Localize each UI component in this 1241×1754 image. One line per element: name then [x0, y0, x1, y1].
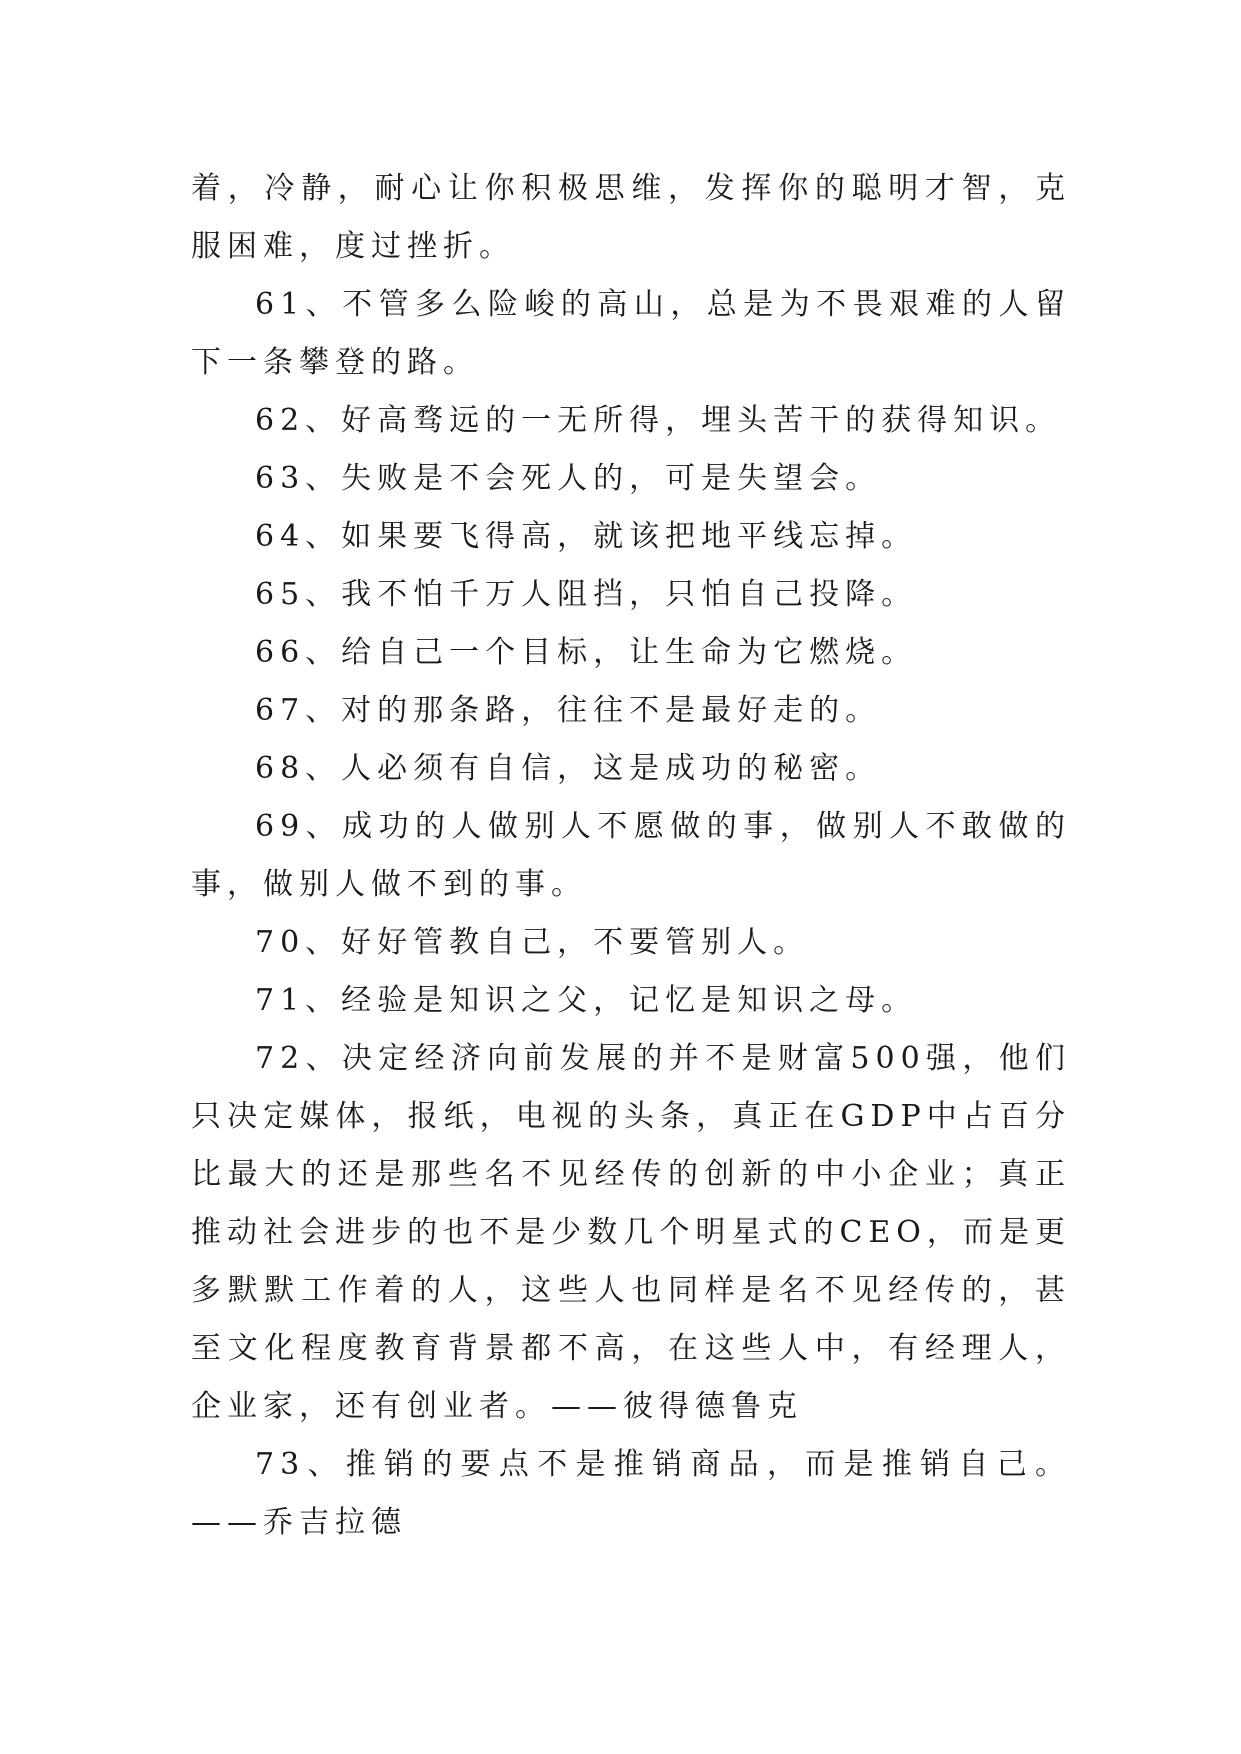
- quote-69: 69、成功的人做别人不愿做的事，做别人不敢做的事，做别人做不到的事。: [191, 809, 1071, 902]
- quote-68: 68、人必须有自信，这是成功的秘密。: [255, 751, 882, 786]
- quote-72: 72、决定经济向前发展的并不是财富500强，他们只决定媒体，报纸，电视的头条，真正在GDP中占百分比最大的还是那些名不见经传的创新的中小企业；真正推动社会进步的也不是少数几个明星式的CEO，而是更多默默工作着的人，这些人也同样是名不见经传的，甚至文化程度教育背景都不高，在这些人中，有经理人，企业家，还有创业者。——彼得德鲁克: [191, 1041, 1071, 1424]
- quote-63: 63、失败是不会死人的，可是失望会。: [255, 461, 882, 496]
- quote-62: 62、好高骛远的一无所得，埋头苦干的获得知识。: [255, 403, 1062, 438]
- quote-61: 61、不管多么险峻的高山，总是为不畏艰难的人留下一条攀登的路。: [191, 287, 1071, 380]
- quote-73: 73、推销的要点不是推销商品，而是推销自己。——乔吉拉德: [191, 1447, 1071, 1540]
- quote-64: 64、如果要飞得高，就该把地平线忘掉。: [255, 519, 918, 554]
- paragraph-continuation: 着，冷静，耐心让你积极思维，发挥你的聪明才智，克服困难，度过挫折。: [191, 171, 1071, 264]
- document-body: [191, 160, 1071, 1552]
- quote-70: 70、好好管教自己，不要管别人。: [255, 925, 810, 960]
- quote-66: 66、给自己一个目标，让生命为它燃烧。: [255, 635, 918, 670]
- quote-71: 71、经验是知识之父，记忆是知识之母。: [255, 983, 918, 1018]
- quote-65: 65、我不怕千万人阻挡，只怕自己投降。: [255, 577, 918, 612]
- quote-67: 67、对的那条路，往往不是最好走的。: [255, 693, 882, 728]
